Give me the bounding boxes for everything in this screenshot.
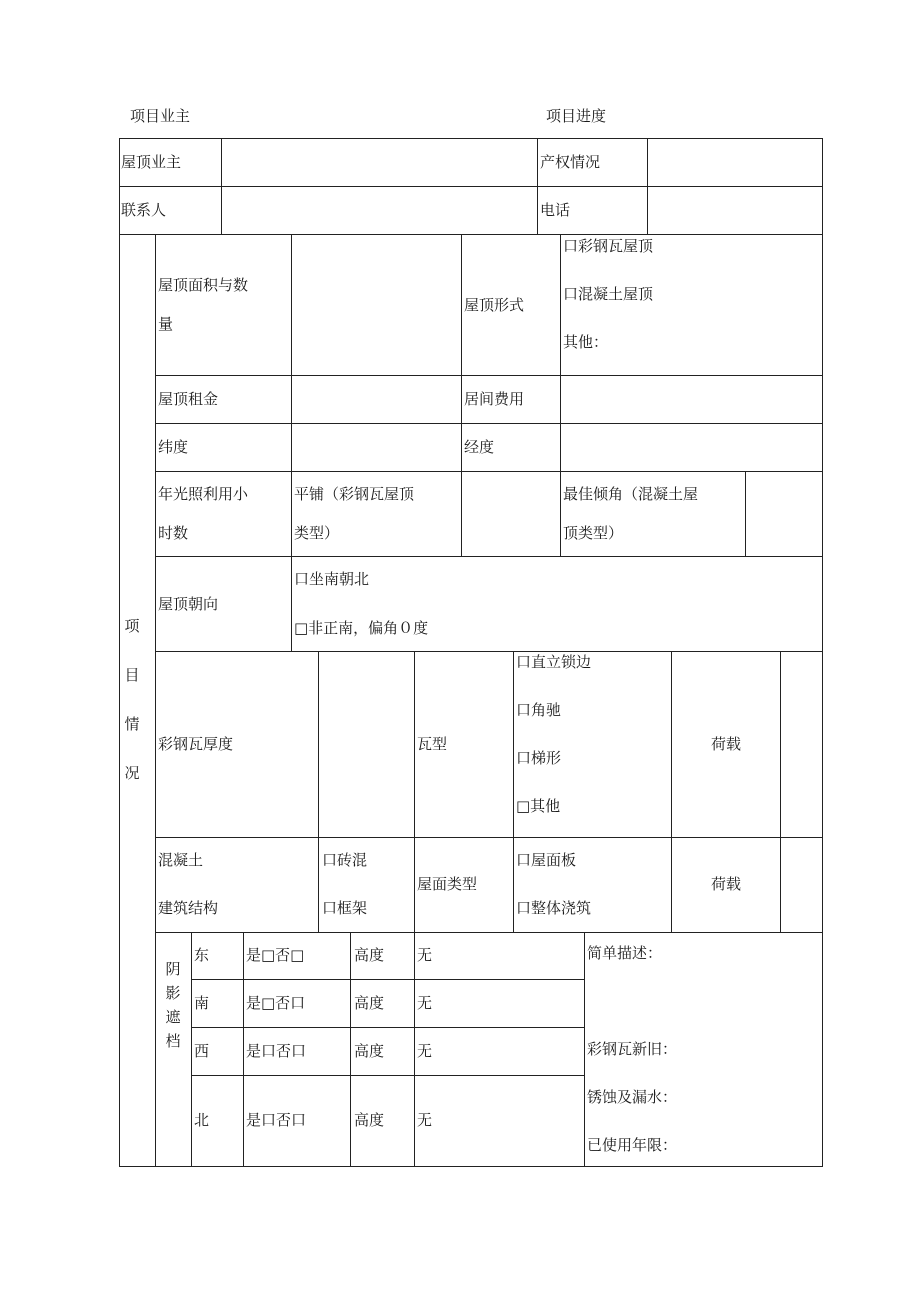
shading-south-direction: 南 bbox=[194, 994, 210, 1012]
shading-south-value: 无 bbox=[417, 994, 433, 1012]
shading-east-height-label: 高度 bbox=[354, 946, 385, 964]
years-used-label: 已使用年限： bbox=[587, 1136, 678, 1154]
steel-thickness-label: 彩钢瓦厚度 bbox=[158, 735, 234, 753]
agency-fee-label: 居间费用 bbox=[464, 390, 525, 408]
roof-form-label: 屋顶形式 bbox=[464, 296, 525, 314]
tile-option-other: □其他 bbox=[516, 797, 561, 815]
roof-orientation-label: 屋顶朝向 bbox=[158, 595, 219, 613]
shading-west-height-label: 高度 bbox=[354, 1042, 385, 1060]
sun-hours-label-line1: 年光照利用小 bbox=[158, 485, 249, 503]
brief-description-label: 简单描述： bbox=[587, 944, 663, 962]
orientation-option-offset: □非正南，偏角０度 bbox=[294, 619, 429, 637]
roof-form-option-concrete: 口混凝土屋顶 bbox=[563, 285, 654, 303]
roof-area-label-line1: 屋顶面积与数 bbox=[158, 276, 249, 294]
structure-option-frame: 口框架 bbox=[322, 899, 368, 917]
concrete-label-line2: 建筑结构 bbox=[158, 899, 219, 917]
shading-west-yesno: 是口否口 bbox=[246, 1042, 307, 1060]
shading-north-value: 无 bbox=[417, 1111, 433, 1129]
shading-north-direction: 北 bbox=[194, 1111, 210, 1129]
phone-label: 电话 bbox=[540, 201, 571, 219]
shading-west-direction: 西 bbox=[194, 1042, 210, 1060]
longitude-label: 经度 bbox=[464, 438, 495, 456]
orientation-option-north-south: 口坐南朝北 bbox=[294, 570, 370, 588]
concrete-load-label: 荷载 bbox=[711, 875, 742, 893]
roof-form-option-other: 其他： bbox=[563, 333, 609, 351]
flat-mount-label-line1: 平铺（彩钢瓦屋顶 bbox=[294, 485, 415, 503]
sun-hours-label-line2: 时数 bbox=[158, 524, 189, 542]
project-owner-label: 项目业主 bbox=[130, 107, 191, 125]
shading-north-yesno: 是口否口 bbox=[246, 1111, 307, 1129]
roof-area-label-line2: 量 bbox=[158, 315, 174, 333]
roof-type-label: 屋面类型 bbox=[417, 875, 478, 893]
flat-mount-label-line2: 类型） bbox=[294, 524, 340, 542]
latitude-label: 纬度 bbox=[158, 438, 189, 456]
structure-option-brick: 口砖混 bbox=[322, 851, 368, 869]
steel-load-label: 荷载 bbox=[711, 735, 742, 753]
tile-option-standing-seam: 口直立锁边 bbox=[516, 653, 592, 671]
tile-type-label: 瓦型 bbox=[417, 735, 448, 753]
roof-type-option-panel: 口屋面板 bbox=[516, 851, 577, 869]
concrete-label-line1: 混凝土 bbox=[158, 851, 204, 869]
shading-south-height-label: 高度 bbox=[354, 994, 385, 1012]
roof-owner-label: 屋顶业主 bbox=[121, 153, 182, 171]
shading-east-direction: 东 bbox=[194, 946, 210, 964]
property-rights-label: 产权情况 bbox=[540, 153, 601, 171]
best-tilt-label-line2: 顶类型） bbox=[563, 524, 624, 542]
roof-rent-label: 屋顶租金 bbox=[158, 390, 219, 408]
tile-option-angle: 口角驰 bbox=[516, 701, 562, 719]
shading-south-yesno: 是□否口 bbox=[246, 994, 306, 1012]
shading-east-yesno: 是□否□ bbox=[246, 946, 305, 964]
steel-age-label: 彩钢瓦新旧： bbox=[587, 1040, 678, 1058]
contact-label: 联系人 bbox=[121, 201, 167, 219]
rust-leak-label: 锈蚀及漏水： bbox=[587, 1088, 678, 1106]
shading-label: 阴影遮档 bbox=[165, 960, 181, 1050]
shading-north-height-label: 高度 bbox=[354, 1111, 385, 1129]
project-situation-label: 项目情况 bbox=[124, 617, 140, 782]
shading-east-value: 无 bbox=[417, 946, 433, 964]
best-tilt-label-line1: 最佳倾角（混凝土屋 bbox=[563, 485, 699, 503]
roof-form-option-steel: 口彩钢瓦屋顶 bbox=[563, 237, 654, 255]
project-progress-label: 项目进度 bbox=[546, 107, 607, 125]
roof-type-option-cast: 口整体浇筑 bbox=[516, 899, 592, 917]
shading-west-value: 无 bbox=[417, 1042, 433, 1060]
tile-option-trapezoid: 口梯形 bbox=[516, 749, 562, 767]
